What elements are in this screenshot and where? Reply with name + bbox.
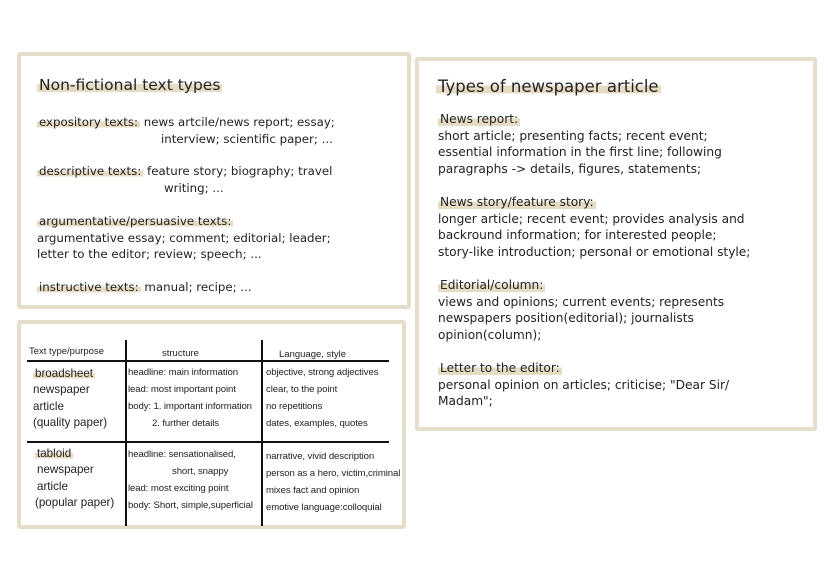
newspaper-section-line: Madam"; bbox=[438, 394, 493, 409]
newspaper-section-news-story bbox=[438, 194, 750, 260]
nonfiction-item-descriptive bbox=[37, 163, 332, 196]
newspaper-title: Types of newspaper article bbox=[438, 77, 659, 96]
newspaper-section-heading: Editorial/column: bbox=[440, 278, 544, 292]
newspaper-section-line: story-like introduction; personal or emotional style; bbox=[438, 244, 751, 259]
nonfiction-item-text: argumentative essay; comment; editorial; leader; bbox=[37, 230, 331, 245]
table-row-broadsheet-structure: headline: main information lead: most important point body: 1. important information 2. further details bbox=[128, 367, 252, 429]
newspaper-section-heading: Letter to the editor: bbox=[440, 361, 560, 375]
newspaper-section-heading: News story/feature story: bbox=[440, 195, 594, 209]
newspaper-section-line: views and opinions; current events; represents bbox=[438, 294, 725, 309]
table-header-divider bbox=[27, 360, 389, 362]
table-row-divider bbox=[27, 441, 389, 443]
table-row-tabloid-structure: headline: sensationalised, short, snappy lead: most exciting point body: Short, simple,superficial bbox=[128, 449, 253, 511]
nonfiction-card bbox=[17, 52, 411, 309]
newspaper-section-news-report bbox=[438, 111, 722, 177]
newspaper-section-line: paragraphs -> details, figures, statements; bbox=[438, 161, 702, 176]
nonfiction-item-label: instructive texts: bbox=[39, 280, 139, 294]
nonfiction-item-instructive bbox=[37, 279, 252, 296]
newspaper-section-line: backround information; for interested people; bbox=[438, 228, 717, 243]
nonfiction-item-label: argumentative/persuasive texts: bbox=[39, 214, 232, 228]
newspaper-section-editorial bbox=[438, 277, 724, 343]
nonfiction-item-text: news artcile/news report; essay; bbox=[143, 115, 335, 129]
table-row-tabloid-type: tabloid newspaper article (popular paper) bbox=[35, 447, 115, 509]
table-column-divider bbox=[261, 340, 263, 526]
newspaper-section-heading: News report: bbox=[440, 112, 519, 126]
nonfiction-item-argumentative bbox=[37, 213, 331, 263]
table-header-type: Text type/purpose bbox=[29, 346, 104, 357]
nonfiction-item-text: writing; ... bbox=[164, 180, 224, 195]
nonfiction-item-label: expository texts: bbox=[39, 115, 138, 129]
nonfiction-item-text: feature story; biography; travel bbox=[147, 164, 333, 178]
nonfiction-item-text: manual; recipe; ... bbox=[144, 280, 252, 294]
newspaper-section-line: short article; presenting facts; recent event; bbox=[438, 128, 708, 143]
table-row-broadsheet-language: objective, strong adjectives clear, to the point no repetitions dates, examples, quotes bbox=[266, 367, 379, 429]
nonfiction-item-text: interview; scientific paper; ... bbox=[161, 131, 333, 146]
newspaper-card bbox=[415, 57, 817, 431]
nonfiction-title: Non-fictional text types bbox=[39, 76, 221, 94]
newspaper-section-line: personal opinion on articles; criticise; "Dear Sir/ bbox=[438, 377, 730, 392]
nonfiction-item-label: descriptive texts: bbox=[39, 164, 142, 178]
table-row-tabloid-language: narrative, vivid description person as a hero, victim,criminal mixes fact and opinion emotive language:colloquial bbox=[266, 451, 401, 513]
nonfiction-item-text: letter to the editor; review; speech; ... bbox=[37, 247, 262, 261]
table-column-divider bbox=[125, 340, 127, 526]
newspaper-section-line: essential information in the first line; following bbox=[438, 145, 722, 160]
nonfiction-item-expository bbox=[37, 114, 335, 147]
table-card bbox=[17, 320, 406, 529]
newspaper-section-line: newspapers position(editorial); journalists bbox=[438, 311, 694, 326]
newspaper-section-letter bbox=[438, 360, 729, 410]
table-row-broadsheet-type: broadsheet newspaper article (quality paper) bbox=[33, 367, 108, 429]
table-header-structure: structure bbox=[162, 348, 199, 359]
table-header-language: Language, style bbox=[279, 349, 347, 360]
newspaper-section-line: longer article; recent event; provides analysis and bbox=[438, 211, 745, 226]
newspaper-section-line: opinion(column); bbox=[438, 327, 542, 342]
